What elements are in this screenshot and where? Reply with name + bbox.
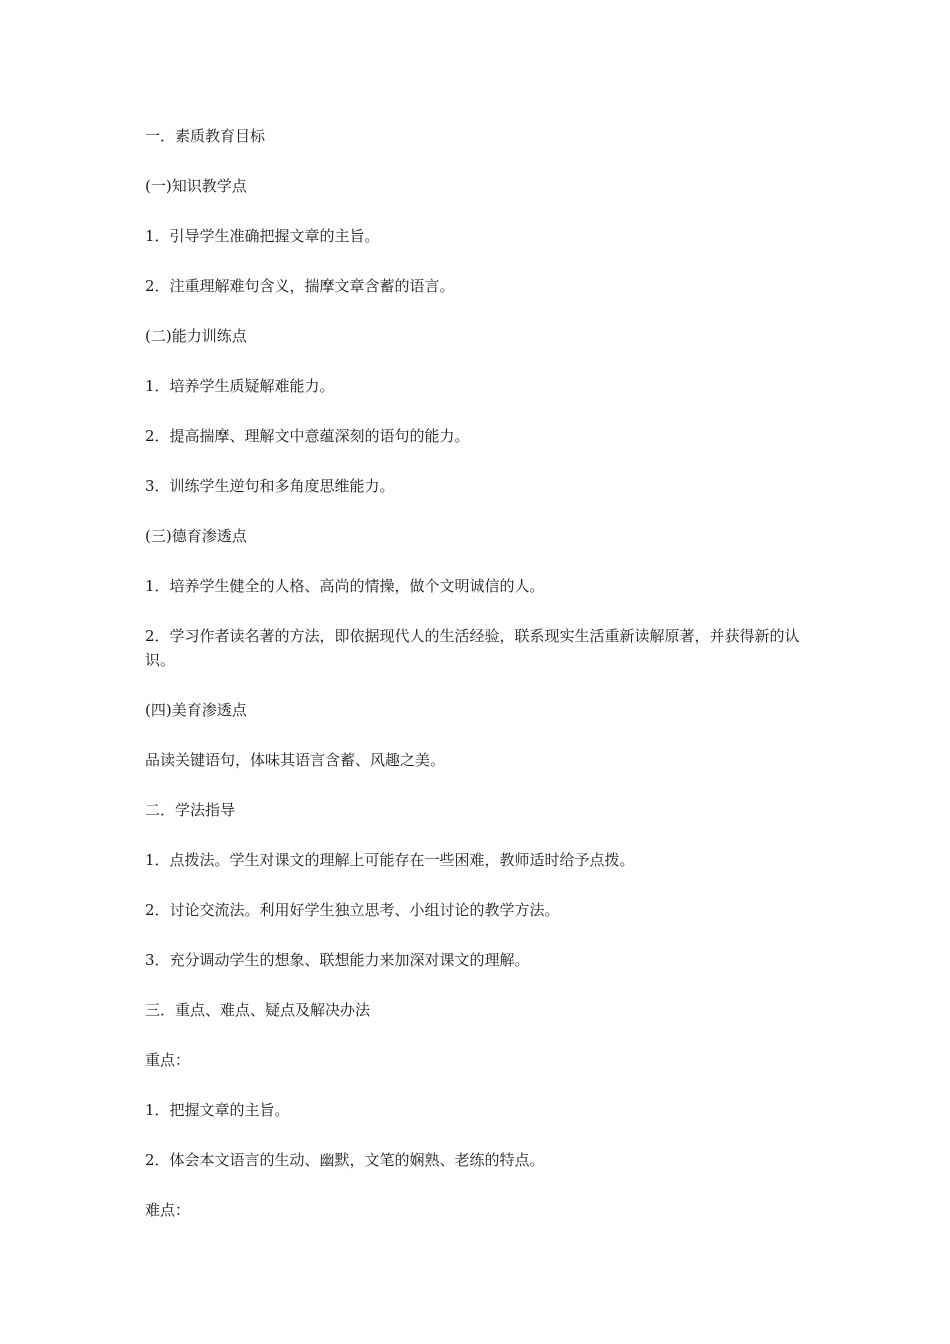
list-item: 2．注重理解难句含义，揣摩文章含蓄的语言。 [145,277,455,295]
subheading-aesthetic: (四)美育渗透点 [145,701,247,719]
list-item: 2．讨论交流法。利用好学生独立思考、小组讨论的教学方法。 [145,901,560,919]
document-body [145,124,810,1222]
list-item: 1．把握文章的主旨。 [145,1101,290,1119]
list-item: 1．点拨法。学生对课文的理解上可能存在一些困难，教师适时给予点拨。 [145,851,635,869]
label-difficulties: 难点： [145,1201,191,1219]
list-item: 2．学习作者读名著的方法，即依据现代人的生活经验，联系现实生活重新读解原著，并获得新的认识。 [145,627,800,669]
list-item: 1．培养学生质疑解难能力。 [145,377,335,395]
list-item: 1．引导学生准确把握文章的主旨。 [145,227,380,245]
section-heading-key-points: 三．重点、难点、疑点及解决办法 [145,1001,371,1019]
section-heading-goals: 一．素质教育目标 [145,127,266,145]
list-item: 2．提高揣摩、理解文中意蕴深刻的语句的能力。 [145,427,470,445]
subheading-ability: (二)能力训练点 [145,327,247,345]
label-key-points: 重点： [145,1051,191,1069]
list-item: 3．训练学生逆句和多角度思维能力。 [145,477,395,495]
subheading-knowledge: (一)知识教学点 [145,177,247,195]
list-item: 2．体会本文语言的生动、幽默，文笔的娴熟、老练的特点。 [145,1151,545,1169]
list-item: 1．培养学生健全的人格、高尚的情操，做个文明诚信的人。 [145,577,545,595]
subheading-moral: (三)德育渗透点 [145,527,247,545]
section-heading-method: 二．学法指导 [145,801,236,819]
list-item: 3．充分调动学生的想象、联想能力来加深对课文的理解。 [145,951,530,969]
body-paragraph: 品读关键语句，体味其语言含蓄、风趣之美。 [145,751,446,769]
